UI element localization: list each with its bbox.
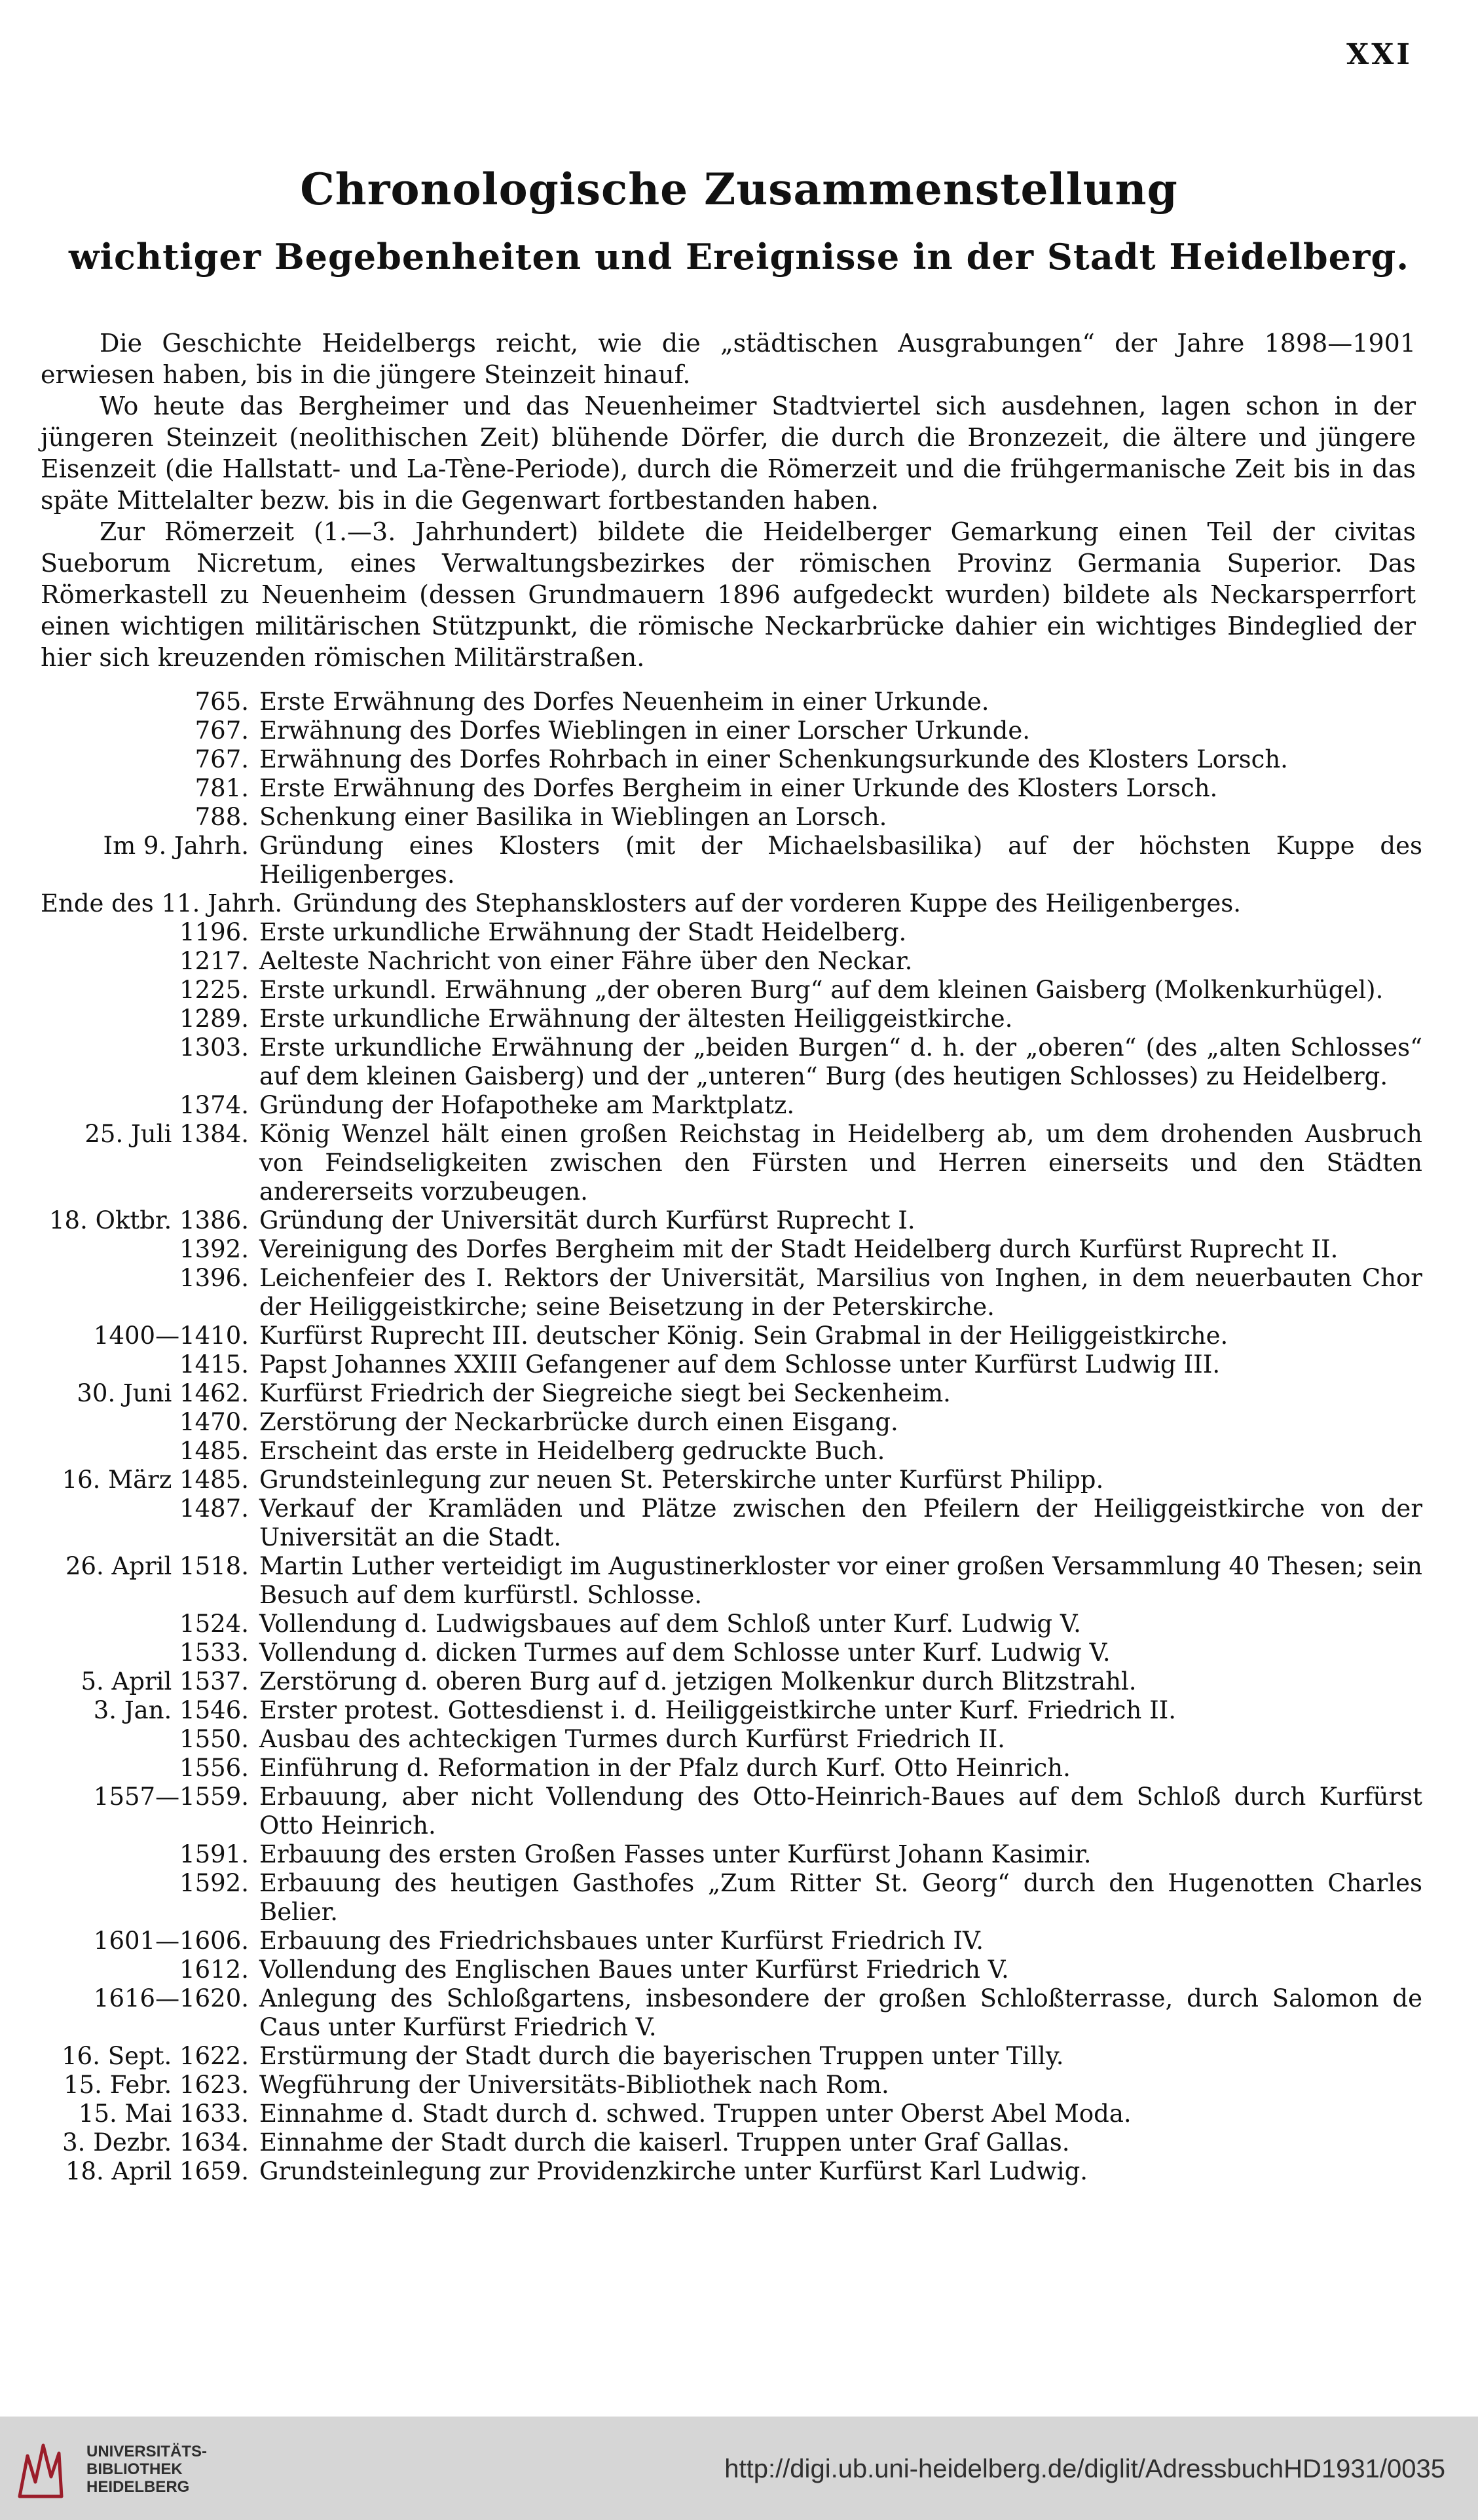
entry-text: Erstürmung der Stadt durch die bayerischen Truppen unter Tilly. <box>259 2042 1064 2070</box>
entry-text: Aelteste Nachricht von einer Fähre über den Neckar. <box>259 947 913 975</box>
entry-text: Erste urkundliche Erwähnung der „beiden Burgen“ d. h. der „oberen“ (des „alten Schlosses“ auf dem kleinen Gaisberg) und der „unteren“ Burg (des heutigen Schlosses) zu Heidelberg. <box>259 1033 1422 1090</box>
chronology-entry <box>41 1120 1422 1206</box>
entry-date: 765. <box>194 688 249 716</box>
entry-date: 767. <box>194 716 249 745</box>
page-title: Chronologische Zusammenstellung <box>300 164 1178 215</box>
entry-date: 1591. <box>179 1840 249 1868</box>
chronology-entry <box>41 1955 1422 1984</box>
library-logo-text <box>86 2443 207 2496</box>
entry-text: Schenkung einer Basilika in Wieblingen an Lorsch. <box>259 803 887 831</box>
entry-text: Zerstörung der Neckarbrücke durch einen Eisgang. <box>259 1408 898 1436</box>
entry-date: 1400—1410. <box>93 1322 249 1350</box>
chronology-entry <box>41 2128 1422 2157</box>
entry-date: 1612. <box>179 1955 249 1984</box>
entry-text: Verkauf der Kramläden und Plätze zwischen den Pfeilern der Heiliggeistkirche von der Universität an die Stadt. <box>259 1494 1422 1551</box>
chronology-entry <box>41 1408 1422 1437</box>
entry-date: Im 9. Jahrh. <box>103 832 249 860</box>
entry-date: 788. <box>194 803 249 831</box>
chronology-entry <box>41 1667 1422 1696</box>
entry-text: Erster protest. Gottesdienst i. d. Heiliggeistkirche unter Kurf. Friedrich II. <box>259 1696 1177 1724</box>
entry-date: 1470. <box>179 1408 249 1436</box>
entry-text: Zerstörung d. oberen Burg auf d. jetzigen Molkenkur durch Blitzstrahl. <box>259 1667 1137 1695</box>
entry-date: 781. <box>194 774 249 802</box>
chronology-entry <box>41 1350 1422 1379</box>
entry-text: Erwähnung des Dorfes Wieblingen in einer Lorscher Urkunde. <box>259 716 1030 745</box>
entry-text: Gründung des Stephansklosters auf der vorderen Kuppe des Heiligenberges. <box>293 889 1242 917</box>
entry-date: 1289. <box>179 1005 249 1033</box>
chronology-entry <box>41 1235 1422 1264</box>
chronology-entry <box>41 716 1422 745</box>
university-library-logo-icon <box>14 2436 67 2502</box>
entry-date: 1557—1559. <box>93 1783 249 1811</box>
chronology-entry <box>41 803 1422 832</box>
entry-date: 1303. <box>179 1033 249 1062</box>
chronology-entry <box>41 1639 1422 1667</box>
entry-text: Gründung eines Klosters (mit der Michaelsbasilika) auf der höchsten Kuppe des Heiligenberges. <box>259 832 1422 889</box>
entry-text: Vollendung d. Ludwigsbaues auf dem Schloß unter Kurf. Ludwig V. <box>259 1610 1081 1638</box>
chronology-entry <box>41 1033 1422 1091</box>
chronology-entry <box>41 2042 1422 2071</box>
entry-date: 1556. <box>179 1754 249 1782</box>
chronology-entry <box>41 1783 1422 1840</box>
entry-text: Einnahme der Stadt durch die kaiserl. Truppen unter Graf Gallas. <box>259 2128 1070 2157</box>
chronology-entry <box>41 1005 1422 1033</box>
chronology-entry <box>41 1725 1422 1754</box>
logo-line: BIBLIOTHEK <box>86 2460 183 2478</box>
entry-text: Anlegung des Schloßgartens, insbesondere der großen Schloßterrasse, durch Salomon de Caus unter Kurfürst Friedrich V. <box>259 1984 1422 2041</box>
chronology-entry <box>41 2071 1422 2100</box>
chronology-entry <box>41 1466 1422 1494</box>
chronology-entry <box>41 1696 1422 1725</box>
logo-line: UNIVERSITÄTS- <box>86 2443 208 2460</box>
chronology-entry <box>41 1437 1422 1466</box>
chronology-entry <box>41 2100 1422 2128</box>
entry-text: Leichenfeier des I. Rektors der Universität, Marsilius von Inghen, in dem neuerbauten Chor der Heiliggeistkirche; seine Beisetzung in der Peterskirche. <box>259 1264 1422 1321</box>
entry-date: 15. Mai 1633. <box>78 2100 249 2128</box>
entry-date: 18. Oktbr. 1386. <box>49 1206 249 1234</box>
chronology-entry <box>41 1754 1422 1783</box>
page-number: XXI <box>1346 38 1413 71</box>
entry-date: 1487. <box>179 1494 249 1523</box>
entry-text: Kurfürst Friedrich der Siegreiche siegt bei Seckenheim. <box>259 1379 951 1407</box>
entry-date: 1592. <box>179 1869 249 1897</box>
entry-text: Grundsteinlegung zur neuen St. Peterskirche unter Kurfürst Philipp. <box>259 1466 1104 1494</box>
chronology-entry <box>41 1869 1422 1927</box>
entry-date: 16. März 1485. <box>62 1466 249 1494</box>
entry-date: 1601—1606. <box>93 1927 249 1955</box>
chronology-entry <box>41 976 1422 1005</box>
intro-text <box>41 327 1416 673</box>
entry-text: Gründung der Universität durch Kurfürst Ruprecht I. <box>259 1206 915 1234</box>
entry-date: 1196. <box>179 918 249 946</box>
entry-text: Kurfürst Ruprecht III. deutscher König. Sein Grabmal in der Heiliggeistkirche. <box>259 1322 1229 1350</box>
chronology-entry <box>41 688 1422 716</box>
chronology-entry <box>41 1840 1422 1869</box>
entry-text: Wegführung der Universitäts-Bibliothek nach Rom. <box>259 2071 889 2099</box>
entry-date: 18. April 1659. <box>65 2157 249 2185</box>
entry-date: 1374. <box>179 1091 249 1119</box>
entry-text: Erste urkundl. Erwähnung „der oberen Burg“ auf dem kleinen Gaisberg (Molkenkurhügel). <box>259 976 1384 1004</box>
page-subtitle: wichtiger Begebenheiten und Ereignisse in der Stadt Heidelberg. <box>69 236 1409 278</box>
entry-text: Erste Erwähnung des Dorfes Bergheim in einer Urkunde des Klosters Lorsch. <box>259 774 1218 802</box>
entry-text: Erscheint das erste in Heidelberg gedruckte Buch. <box>259 1437 885 1465</box>
chronology-entry <box>41 1206 1422 1235</box>
entry-text: König Wenzel hält einen großen Reichstag in Heidelberg ab, um dem drohenden Ausbruch von Feindseligkeiten zwischen den Fürsten und Herren einerseits und den Städten andererseits vorzubeugen. <box>259 1120 1422 1206</box>
entry-text: Vollendung d. dicken Turmes auf dem Schlosse unter Kurf. Ludwig V. <box>259 1639 1111 1667</box>
entry-text: Erste urkundliche Erwähnung der ältesten Heiliggeistkirche. <box>259 1005 1013 1033</box>
entry-date: 3. Jan. 1546. <box>93 1696 249 1724</box>
entry-date: 1616—1620. <box>93 1984 249 2012</box>
chronology-entry <box>41 1552 1422 1610</box>
intro-paragraph: Die Geschichte Heidelbergs reicht, wie die „städtischen Ausgrabungen“ der Jahre 1898—1901 erwiesen haben, bis in die jüngere Steinzeit hinauf. <box>41 329 1416 389</box>
entry-date: 1396. <box>179 1264 249 1292</box>
entry-text: Erwähnung des Dorfes Rohrbach in einer Schenkungsurkunde des Klosters Lorsch. <box>259 745 1288 773</box>
entry-date: 1392. <box>179 1235 249 1263</box>
chronology-entry <box>41 918 1422 947</box>
entry-text: Einnahme d. Stadt durch d. schwed. Truppen unter Oberst Abel Moda. <box>259 2100 1132 2128</box>
source-url-link[interactable]: http://digi.ub.uni-heidelberg.de/diglit/AdressbuchHD1931/0035 <box>724 2455 1445 2483</box>
entry-date: 1533. <box>179 1639 249 1667</box>
entry-date: 1225. <box>179 976 249 1004</box>
entry-text: Papst Johannes XXIII Gefangener auf dem Schlosse unter Kurfürst Ludwig III. <box>259 1350 1221 1379</box>
entry-text: Erbauung des ersten Großen Fasses unter Kurfürst Johann Kasimir. <box>259 1840 1092 1868</box>
chronology-entry <box>41 889 1422 918</box>
entry-date: 26. April 1518. <box>65 1552 249 1580</box>
entry-text: Erbauung des heutigen Gasthofes „Zum Ritter St. Georg“ durch den Hugenotten Charles Belier. <box>259 1869 1422 1926</box>
entry-text: Gründung der Hofapotheke am Marktplatz. <box>259 1091 795 1119</box>
entry-date: 30. Juni 1462. <box>77 1379 249 1407</box>
chronology-entry <box>41 1610 1422 1639</box>
entry-text: Erbauung, aber nicht Vollendung des Otto-Heinrich-Baues auf dem Schloß durch Kurfürst Otto Heinrich. <box>259 1783 1422 1840</box>
chronology-entry <box>41 1494 1422 1552</box>
chronology-entry <box>41 2157 1422 2186</box>
entry-date: 25. Juli 1384. <box>84 1120 249 1148</box>
chronology-entry <box>41 1322 1422 1350</box>
entry-date: 1415. <box>179 1350 249 1379</box>
chronology-entry <box>41 1264 1422 1322</box>
entry-date: 15. Febr. 1623. <box>64 2071 249 2099</box>
entry-text: Einführung d. Reformation in der Pfalz durch Kurf. Otto Heinrich. <box>259 1754 1071 1782</box>
chronology-entry <box>41 947 1422 976</box>
entry-date: Ende des 11. Jahrh. <box>41 889 283 917</box>
entry-text: Grundsteinlegung zur Providenzkirche unter Kurfürst Karl Ludwig. <box>259 2157 1088 2185</box>
chronology-entry <box>41 1927 1422 1955</box>
entry-date: 1217. <box>179 947 249 975</box>
entry-text: Martin Luther verteidigt im Augustinerkloster vor einer großen Versammlung 40 Thesen; sein Besuch auf dem kurfürstl. Schlosse. <box>259 1552 1422 1609</box>
chronology-entry <box>41 1091 1422 1120</box>
intro-paragraph: Wo heute das Bergheimer und das Neuenheimer Stadtviertel sich ausdehnen, lagen schon in der jüngeren Steinzeit (neolithischen Zeit) blühende Dörfer, die durch die Bronzezeit, die ältere und jüngere Eisenzeit (die Hallstatt- und La-Tène-Periode), durch die Römerzeit und die frühgermanische Zeit bis in das späte Mittelalter bezw. bis in die Gegenwart fortbestanden haben. <box>41 392 1416 515</box>
chronology-entry <box>41 745 1422 774</box>
logo-line: HEIDELBERG <box>86 2478 190 2496</box>
entry-text: Erste Erwähnung des Dorfes Neuenheim in einer Urkunde. <box>259 688 989 716</box>
entry-date: 3. Dezbr. 1634. <box>62 2128 249 2157</box>
entry-text: Vollendung des Englischen Baues unter Kurfürst Friedrich V. <box>259 1955 1009 1984</box>
entry-date: 1550. <box>179 1725 249 1753</box>
entry-date: 767. <box>194 745 249 773</box>
chronology-entry <box>41 1984 1422 2042</box>
entry-date: 1485. <box>179 1437 249 1465</box>
chronology-entry <box>41 774 1422 803</box>
entry-text: Ausbau des achteckigen Turmes durch Kurfürst Friedrich II. <box>259 1725 1005 1753</box>
entry-date: 1524. <box>179 1610 249 1638</box>
entry-text: Vereinigung des Dorfes Bergheim mit der Stadt Heidelberg durch Kurfürst Ruprecht II. <box>259 1235 1339 1263</box>
chronology-list <box>41 688 1422 2186</box>
chronology-entry <box>41 1379 1422 1408</box>
entry-text: Erste urkundliche Erwähnung der Stadt Heidelberg. <box>259 918 907 946</box>
chronology-entry <box>41 832 1422 889</box>
intro-paragraph: Zur Römerzeit (1.—3. Jahrhundert) bildete die Heidelberger Gemarkung einen Teil der civitas Sueborum Nicretum, eines Verwaltungsbezirkes der römischen Provinz Germania Superior. Das Römerkastell zu Neuenheim (dessen Grundmauern 1896 aufgedeckt wurden) bildete als Neckarsperrfort einen wichtigen militärischen Stützpunkt, die römische Neckarbrücke dahier ein wichtiges Bindeglied der hier sich kreuzenden römischen Militärstraßen. <box>41 517 1416 672</box>
entry-date: 5. April 1537. <box>81 1667 249 1695</box>
entry-date: 16. Sept. 1622. <box>62 2042 249 2070</box>
entry-text: Erbauung des Friedrichsbaues unter Kurfürst Friedrich IV. <box>259 1927 984 1955</box>
